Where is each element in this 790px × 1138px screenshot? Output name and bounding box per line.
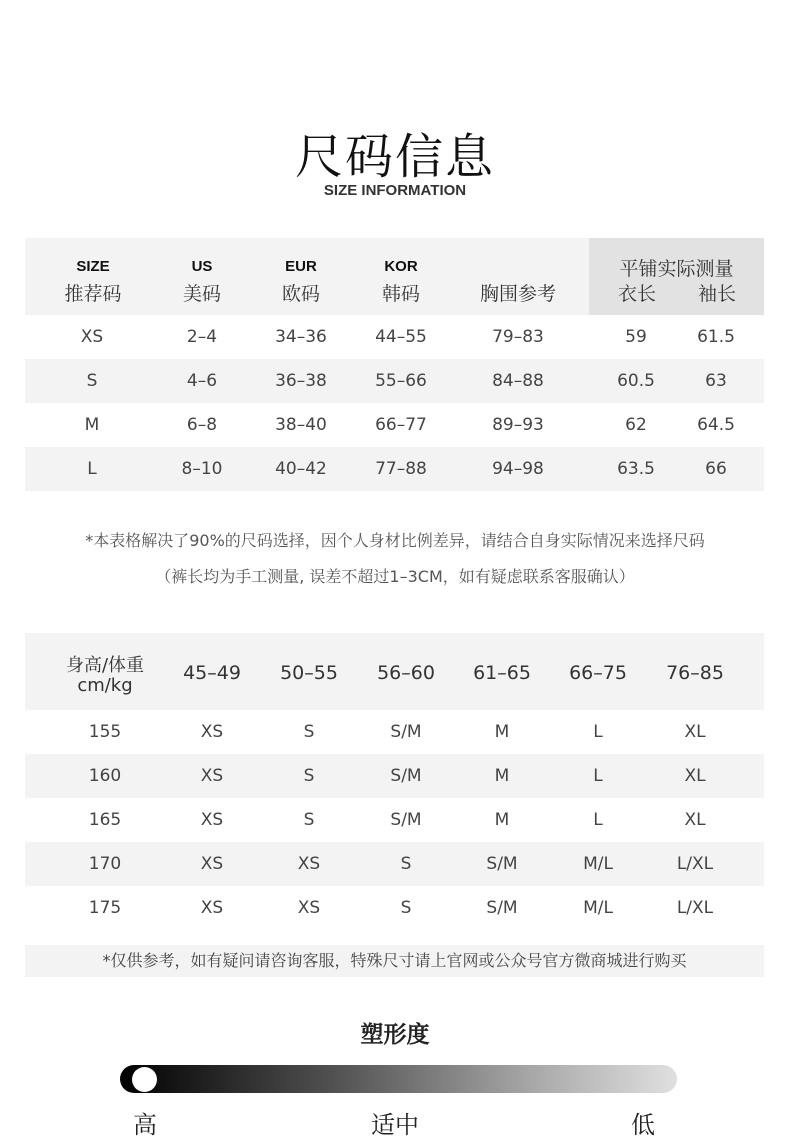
table-cell: S: [400, 854, 412, 874]
table-row: [25, 886, 764, 930]
table-cell: 63: [705, 371, 727, 391]
weight-header: 61–65: [473, 662, 531, 684]
table-cell: XS: [297, 898, 321, 918]
table-cell: XS: [200, 766, 224, 786]
table-cell: S: [400, 898, 412, 918]
table-cell: XS: [200, 898, 224, 918]
fit-note: *仅供参考，如有疑问请咨询客服，特殊尺寸请上官网或公众号官方微商城进行购买: [25, 945, 764, 977]
table-cell: 61.5: [697, 327, 735, 347]
table-cell: XS: [80, 327, 104, 347]
table-cell: 66–77: [375, 415, 427, 435]
table-cell: 79–83: [492, 327, 544, 347]
table-cell: 94–98: [492, 459, 544, 479]
shaping-gradient-bar: [120, 1065, 677, 1093]
weight-header: 45–49: [183, 662, 241, 684]
table-cell: 4–6: [186, 371, 218, 391]
header-kor: KOR 韩码: [381, 258, 420, 305]
corner-height-weight: 身高/体重: [65, 655, 145, 676]
header-length: 衣长: [617, 283, 656, 305]
shaping-label-medium: 适中: [371, 1111, 419, 1138]
table-cell: 175: [88, 898, 122, 918]
corner-units: cm/kg: [77, 675, 133, 696]
table-row: [25, 403, 764, 447]
header-measure: 平铺实际测量 衣长 袖长: [589, 238, 764, 315]
table-cell: S: [303, 722, 315, 742]
table-cell: 155: [88, 722, 122, 742]
shaping-label-low: 低: [631, 1111, 655, 1138]
size-note-line2: （裤长均为手工测量, 误差不超过1–3CM，如有疑虑联系客服确认）: [155, 567, 635, 586]
table-cell: 40–42: [275, 459, 327, 479]
table-cell: S/M: [486, 898, 518, 918]
table-cell: 89–93: [492, 415, 544, 435]
table-cell: XL: [684, 722, 706, 742]
size-table-header: [25, 238, 764, 315]
table-cell: 60.5: [617, 371, 655, 391]
size-note-line1: *本表格解决了90%的尺码选择，因个人身材比例差异，请结合自身实际情况来选择尺码: [85, 531, 705, 550]
table-cell: 64.5: [697, 415, 735, 435]
table-cell: L: [593, 722, 603, 742]
table-cell: S/M: [390, 722, 422, 742]
table-cell: 36–38: [275, 371, 327, 391]
table-cell: 38–40: [275, 415, 327, 435]
table-cell: XS: [200, 854, 224, 874]
table-cell: L: [593, 810, 603, 830]
table-cell: S: [303, 766, 315, 786]
table-cell: S: [303, 810, 315, 830]
table-cell: 59: [625, 327, 647, 347]
table-cell: XL: [684, 810, 706, 830]
page-subtitle: SIZE INFORMATION: [323, 182, 467, 199]
table-cell: 84–88: [492, 371, 544, 391]
table-cell: M: [84, 415, 100, 435]
table-cell: 8–10: [181, 459, 223, 479]
table-cell: 63.5: [617, 459, 655, 479]
table-cell: M: [494, 766, 510, 786]
page-title: 尺码信息: [294, 129, 495, 185]
size-table: [25, 238, 764, 491]
header-eur: EUR 欧码: [281, 258, 320, 305]
table-cell: 160: [88, 766, 122, 786]
table-cell: M: [494, 722, 510, 742]
table-cell: 165: [88, 810, 122, 830]
table-cell: 62: [625, 415, 647, 435]
table-cell: XS: [200, 722, 224, 742]
weight-header: 50–55: [280, 662, 338, 684]
size-table-body: [25, 315, 764, 491]
table-cell: S/M: [390, 810, 422, 830]
shaping-label-high: 高: [133, 1111, 157, 1138]
shaping-title: 塑形度: [360, 1022, 430, 1048]
table-row: [25, 710, 764, 754]
table-cell: XS: [297, 854, 321, 874]
fit-table-body: [25, 710, 764, 930]
table-cell: L/XL: [676, 854, 714, 874]
table-cell: 55–66: [375, 371, 427, 391]
weight-header: 56–60: [377, 662, 435, 684]
table-cell: 2–4: [186, 327, 218, 347]
weight-header: 66–75: [569, 662, 627, 684]
weight-header: 76–85: [666, 662, 724, 684]
table-row: [25, 315, 764, 359]
table-cell: 34–36: [275, 327, 327, 347]
table-cell: 44–55: [375, 327, 427, 347]
table-cell: XL: [684, 766, 706, 786]
header-size: SIZE 推荐码: [64, 258, 122, 305]
table-cell: L: [593, 766, 603, 786]
table-cell: 170: [88, 854, 122, 874]
table-cell: M/L: [583, 854, 613, 874]
fit-table: [25, 633, 764, 930]
table-cell: 77–88: [375, 459, 427, 479]
table-cell: 66: [705, 459, 727, 479]
table-cell: XS: [200, 810, 224, 830]
table-cell: S/M: [390, 766, 422, 786]
shaping-level-indicator: [132, 1067, 157, 1092]
table-row: [25, 359, 764, 403]
table-cell: 6–8: [186, 415, 218, 435]
header-bust: 胸围参考: [479, 283, 556, 305]
table-row: [25, 798, 764, 842]
header-sleeve: 袖长: [697, 283, 736, 305]
table-row: [25, 754, 764, 798]
table-cell: M/L: [583, 898, 613, 918]
fit-table-header: [25, 633, 764, 710]
table-row: [25, 842, 764, 886]
table-cell: S/M: [486, 854, 518, 874]
table-row: [25, 447, 764, 491]
table-cell: S: [86, 371, 98, 391]
table-cell: L/XL: [676, 898, 714, 918]
table-cell: M: [494, 810, 510, 830]
header-us: US 美码: [182, 258, 221, 305]
table-cell: L: [87, 459, 97, 479]
